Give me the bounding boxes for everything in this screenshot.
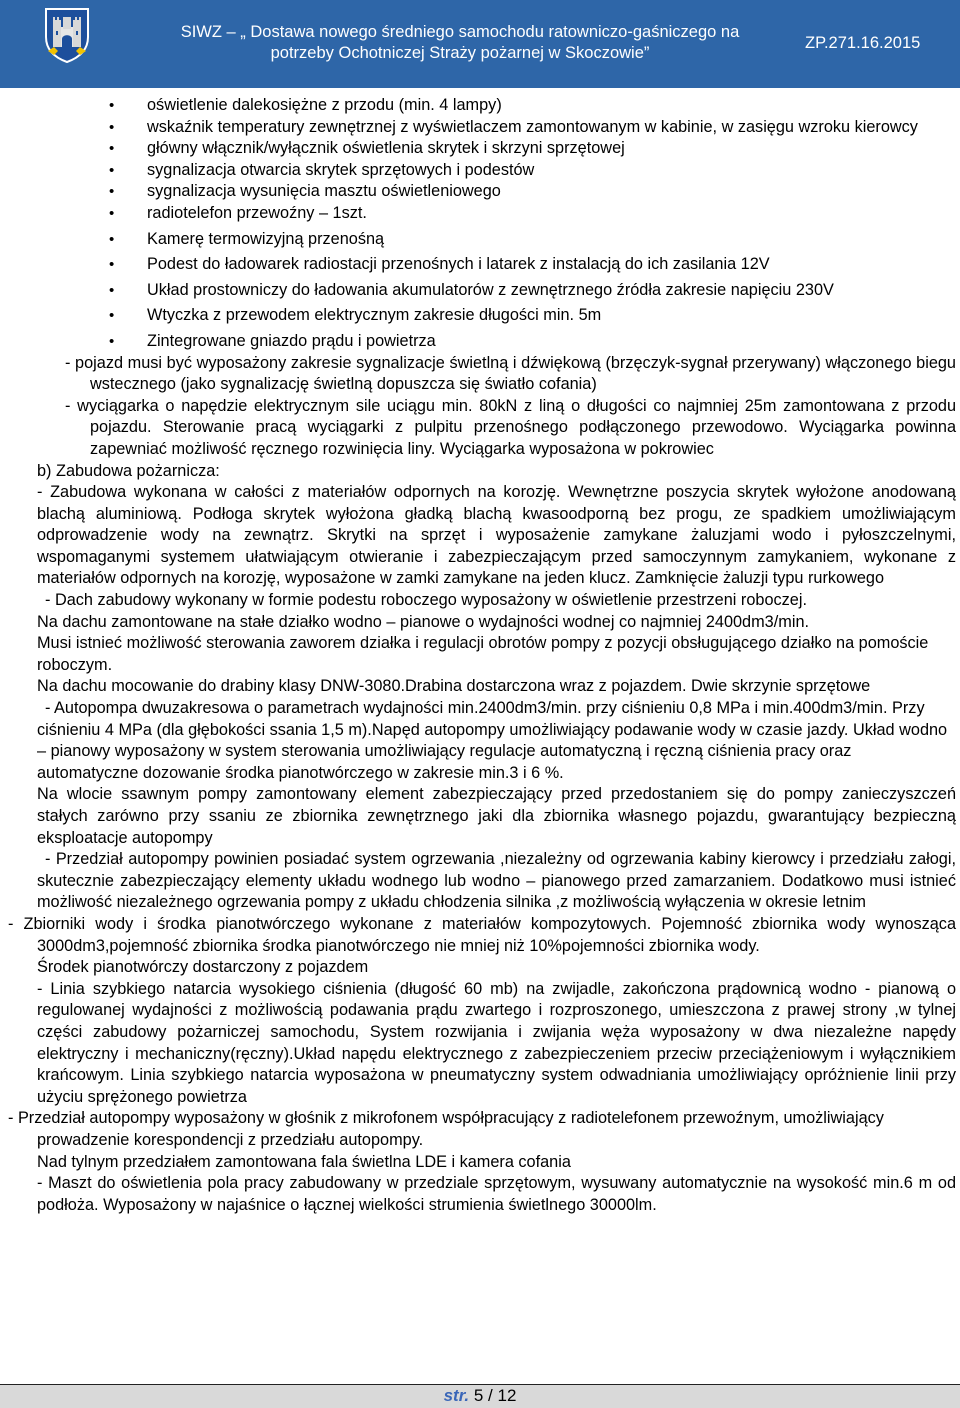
bullet-item: • radiotelefon przewoźny – 1szt. [147, 203, 956, 225]
document-body [0, 95, 960, 1216]
bullet-item: • Układ prostowniczy do ładowania akumulatorów z zewnętrznego źródła zakresie napięciu 230V [147, 280, 956, 302]
paragraph: - Dach zabudowy wykonany w formie podestu roboczego wyposażony w oświetlenie przestrzeni roboczej. [45, 591, 807, 610]
bullet-item: • Podest do ładowarek radiostacji przenośnych i latarek z instalacją do ich zasilania 12V [147, 254, 956, 276]
coat-of-arms-icon [44, 7, 90, 63]
bullet-item: • Zintegrowane gniazdo prądu i powietrza [147, 331, 956, 353]
paragraph: Środek pianotwórczy dostarczony z pojazdem [37, 958, 369, 977]
paragraph: - Maszt do oświetlenia pola pracy zabudowany w przedziale sprzętowym, wysuwany automatycznie na wysokość min.6 m od podłoża. Wyposażony w najaśnice o łącznej wielkości strumienia świetlnego 30000lm. [37, 1174, 956, 1214]
bullet-item: • Wtyczka z przewodem elektrycznym zakresie długości min. 5m [147, 305, 956, 327]
page-number: 5 / 12 [473, 1386, 517, 1405]
paragraph: - Linia szybkiego natarcia wysokiego ciśnienia (długość 60 mb) na zwijadle, zakończona prądownicą wodno - pianową o regulowanej wydajności z możliwością podawania prądu zwartego i rozproszonego, umieszczona z prawej strony ,w tylnej części zabudowy pożarniczej samochodu, System rozwijania i zwijania węża wyposażony w dwa niezależne napędy elektryczny i mechaniczny(ręczny).Układ napędu elektrycznego z zabezpieczeniem przeciw przeciążeniowym i wyłącznikiem krańcowym. Linia szybkiego natarcia wyposażona w pneumatyczny system odwadniania umożliwiający opróżnienie linii przy użyciu sprężonego powietrza [37, 979, 956, 1106]
page-prefix: str. [443, 1386, 470, 1405]
bullet-item: • oświetlenie dalekosiężne z przodu (min. 4 lampy) [147, 95, 956, 117]
page-header [0, 0, 960, 88]
paragraph: Na wlocie ssawnym pompy zamontowany element zabezpieczający przed przedostaniem się do pompy zanieczyszczeń stałych zarówno przy ssaniu ze zbiornika zewnętrznego jaki dla zbiornika własnego pojazdu, gwarantujący bezpieczną eksploatacje autopompy [37, 785, 956, 847]
paragraph: - wyciągarka o napędzie elektrycznym sile uciągu min. 80kN z liną o długości co najmniej 25m zamontowana z przodu pojazdu. Sterowanie pracą wyciągarki z pulpitu przenośnego podłączonego przewodowo. Wyciągarka powinna zapewniać możliwość ręcznego rozwinięcia liny. Wyciągarka wyposażona w pokrowiec [65, 396, 956, 458]
paragraph: - Przedział autopompy wyposażony w głośnik z mikrofonem współpracujący z radiotelefonem przewoźnym, umożliwiający prowadzenie korespondencji z przedziału autopompy. [8, 1109, 884, 1149]
document-title [150, 22, 770, 64]
reference-number: ZP.271.16.2015 [805, 34, 921, 52]
paragraph: - Autopompa dwuzakresowa o parametrach wydajności min.2400dm3/min. przy ciśnieniu 0,8 MPa i min.400dm3/min. Przy ciśnieniu 4 MPa (dla głębokości ssania 1,5 m).Napęd autopompy umożliwiający podawanie wody w czasie jazdy. Układ wodno – pianowy wyposażony w system sterowania umożliwiający regulacje automatyczną i ręczną ciśnienia pracy oraz automatyczne dozowanie środka pianotwórczego w zakresie min.3 i 6 %. [37, 699, 948, 782]
title-line-2: potrzeby Ochotniczej Straży pożarnej w Skoczowie” [270, 44, 650, 62]
paragraph: Na dachu mocowanie do drabiny klasy DNW-3080.Drabina dostarczona wraz z pojazdem. Dwie skrzynie sprzętowe [37, 677, 871, 696]
paragraph: - Zbiorniki wody i środka pianotwórczego wykonane z materiałów kompozytowych. Pojemność zbiornika wody wynosząca 3000dm3,pojemność zbiornika środka pianotwórczego nie mniej niż 10%pojemności zbiornika wody. [8, 914, 956, 955]
paragraph: - pojazd musi być wyposażony zakresie sygnalizacje świetlną i dźwiękową (brzęczyk-sygnał przerywany) włączonego biegu wstecznego (jako sygnalizację świetlną dopuszcza się światło cofania) [65, 353, 956, 394]
bullet-item: • sygnalizacja wysunięcia masztu oświetleniowego [147, 181, 956, 203]
paragraph: - Zabudowa wykonana w całości z materiałów odpornych na korozję. Wewnętrzne poszycia skrytek wyłożone anodowaną blachą aluminiową. Podłoga skrytek wyłożona gładką blachą kwasoodporną bez progu, ze spadkiem umożliwiającym odprowadzenie wody na zewnątrz. Skrytki na sprzęt i wyposażenie zamykane żaluzjami wodo i pyłoszczelnymi, wspomaganymi systemem ułatwiającym otwieranie i zabezpieczającym przed samoczynnym zamykaniem, wykonane z materiałów odpornych na korozję, wyposażone w zamki zamykane na jeden klucz. Zamknięcie żaluzji typu rurkowego [37, 483, 956, 588]
paragraph: Nad tylnym przedziałem zamontowana fala świetlna LDE i kamera cofania [37, 1152, 571, 1171]
bullet-item: • wskaźnik temperatury zewnętrznej z wyświetlaczem zamontowanym w kabinie, w zasięgu wzroku kierowcy [147, 117, 956, 139]
bullet-item: • główny włącznik/wyłącznik oświetlenia skrytek i skrzyni sprzętowej [147, 138, 956, 160]
paragraph: - Przedział autopompy powinien posiadać system ogrzewania ,niezależny od ogrzewania kabiny kierowcy i przedziału załogi, skutecznie zabezpieczający elementy układu wodnego lub wodno – pianowego przed zamarzaniem. Dodatkowo musi istnieć możliwość niezależnego ogrzewania pompy z układu chłodzenia silnika ,z możliwością wyłączenia w okresie letnim [37, 850, 956, 912]
bullet-item: • Kamerę termowizyjną przenośną [147, 229, 956, 251]
paragraph: Na dachu zamontowane na stałe działko wodno – pianowe o wydajności wodnej co najmniej 2400dm3/min. [37, 612, 810, 631]
page-footer [0, 1384, 960, 1408]
title-line-1: SIWZ – „ Dostawa nowego średniego samochodu ratowniczo-gaśniczego na [180, 23, 740, 41]
section-heading: b) Zabudowa pożarnicza: [37, 461, 220, 480]
bullet-item: • sygnalizacja otwarcia skrytek sprzętowych i podestów [147, 160, 956, 182]
paragraph: Musi istnieć możliwość sterowania zaworem działka i regulacji obrotów pompy z pozycji obsługującego działko na pomoście roboczym. [37, 634, 929, 674]
